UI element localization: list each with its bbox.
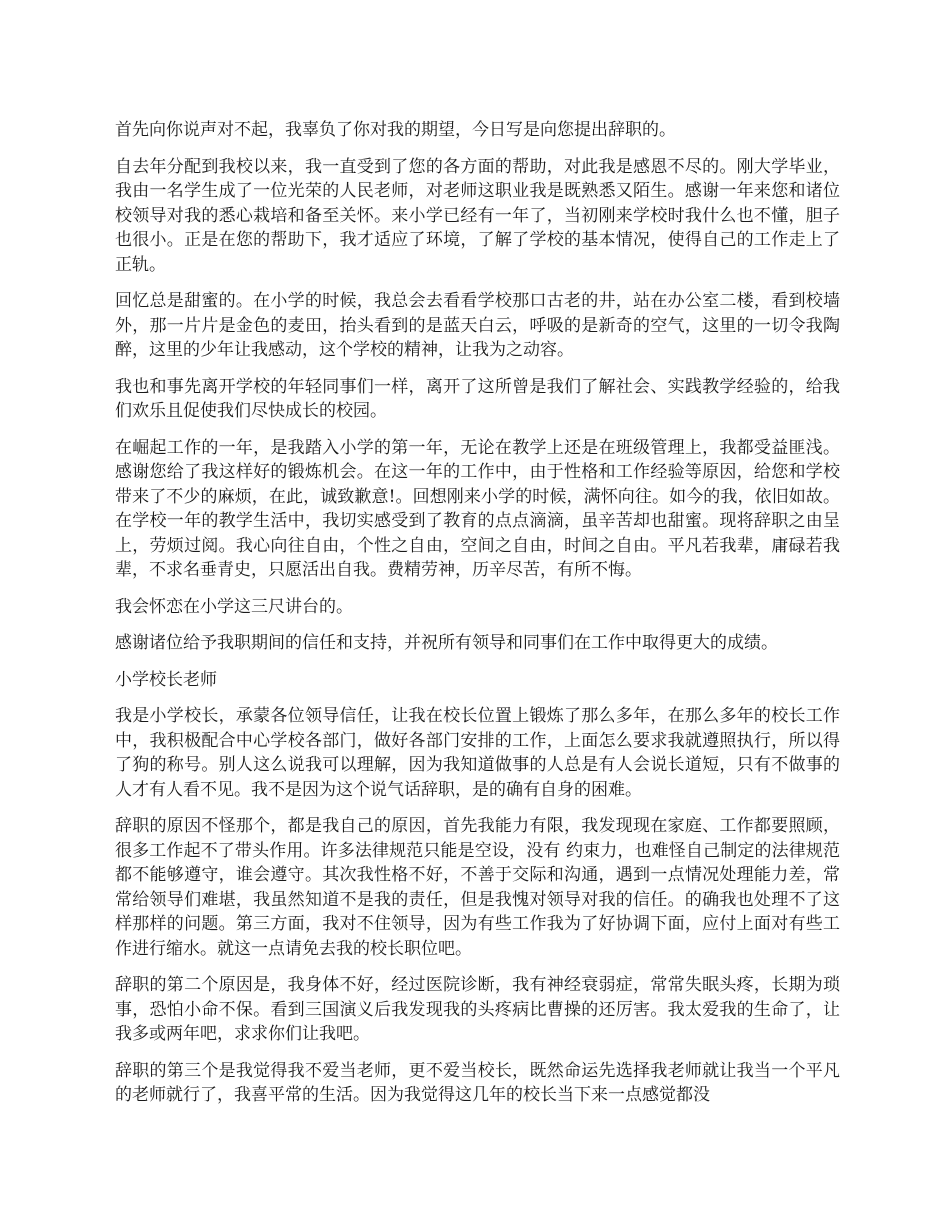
paragraph-thanks: 感谢诸位给予我职期间的信任和支持，并祝所有领导和同事们在工作中取得更大的成绩。: [115, 633, 778, 653]
paragraph-leaving: 我也和事先离开学校的年轻同事们一样，离开了这所曾是我们了解社会、实践教学经验的，给我们欢乐且促使我们尽快成长的校园。: [115, 376, 840, 421]
paragraph-gratitude: 自去年分配到我校以来，我一直受到了您的各方面的帮助，对此我是感恩不尽的。刚大学毕业，我由一名学生成了一位光荣的人民老师，对老师这职业我是既熟悉又陌生。感谢一年来您和诸位校领导对我的悉心栽培和备至关怀。来小学已经有一年了，当初刚来学校时我什么也不懂，胆子也很小。正是在您的帮助下，我才适应了环境，了解了学校的基本情况，使得自己的工作走上了正轨。: [115, 156, 840, 275]
paragraph-reason-three: 辞职的第三个是我觉得我不爱当老师，更不爱当校长，既然命运先选择我老师就让我当一个平凡的老师就行了，我喜平常的生活。因为我觉得这几年的校长当下来一点感觉都没: [115, 1060, 840, 1105]
paragraph-memories: 回忆总是甜蜜的。在小学的时候，我总会去看看学校那口古老的井，站在办公室二楼，看到校墙外，那一片片是金色的麦田，抬头看到的是蓝天白云，呼吸的是新奇的空气，这里的一切令我陶醉，这里的少年让我感动，这个学校的精神，让我为之动容。: [115, 291, 840, 360]
paragraph-first-year: 在崛起工作的一年，是我踏入小学的第一年，无论在教学上还是在班级管理上，我都受益匪浅。感谢您给了我这样好的锻炼机会。在这一年的工作中，由于性格和工作经验等原因，给您和学校带来了不少的麻烦，在此，诚致歉意!。回想刚来小学的时候，满怀向往。如今的我，依旧如故。在学校一年的教学生活中，我切实感受到了教育的点点滴滴，虽辛苦却也甜蜜。现将辞职之由呈上，劳烦过阅。我心向往自由，个性之自由，空间之自由，时间之自由。平凡若我辈，庸碌若我辈，不求名垂青史，只愿活出自我。费精劳神，历辛尽苦，有所不悔。: [115, 437, 840, 580]
document-page: [115, 118, 840, 1120]
paragraph-apology: 首先向你说声对不起，我辜负了你对我的期望，今日写是向您提出辞职的。: [115, 120, 676, 140]
paragraph-reason-one: 辞职的原因不怪那个，都是我自己的原因，首先我能力有限，我发现现在家庭、工作都要照顾，很多工作起不了带头作用。许多法律规范只能是空设，没有 约束力，也难怪自己制定的法律规范都不能够遵守，谁会遵守。其次我性格不好，不善于交际和沟通，遇到一点情况处理能力差，常常给领导们难堪，我虽然知道不是我的责任，但是我愧对领导对我的信任。的确我也处理不了这样那样的问题。第三方面，我对不住领导，因为有些工作我为了好协调下面，应付上面对有些工作进行缩水。就这一点请免去我的校长职位吧。: [115, 816, 840, 959]
paragraph-reason-two: 辞职的第二个原因是，我身体不好，经过医院诊断，我有神经衰弱症，常常失眠头疼，长期为琐事，恐怕小命不保。看到三国演义后我发现我的头疼病比曹操的还厉害。我太爱我的生命了，让我多或两年吧，求求你们让我吧。: [115, 975, 840, 1044]
paragraph-nostalgia: 我会怀恋在小学这三尺讲台的。: [115, 596, 353, 617]
paragraph-principal-intro: 我是小学校长，承蒙各位领导信任，让我在校长位置上锻炼了那么多年，在那么多年的校长工作中，我积极配合中心学校各部门，做好各部门安排的工作，上面怎么要求我就遵照执行，所以得了狗的称号。别人这么说我可以理解，因为我知道做事的人总是有人会说长道短，只有不做事的人才有人看不见。我不是因为这个说气话辞职，是的确有自身的困难。: [115, 706, 840, 800]
section-heading: 小学校长老师: [115, 669, 217, 690]
